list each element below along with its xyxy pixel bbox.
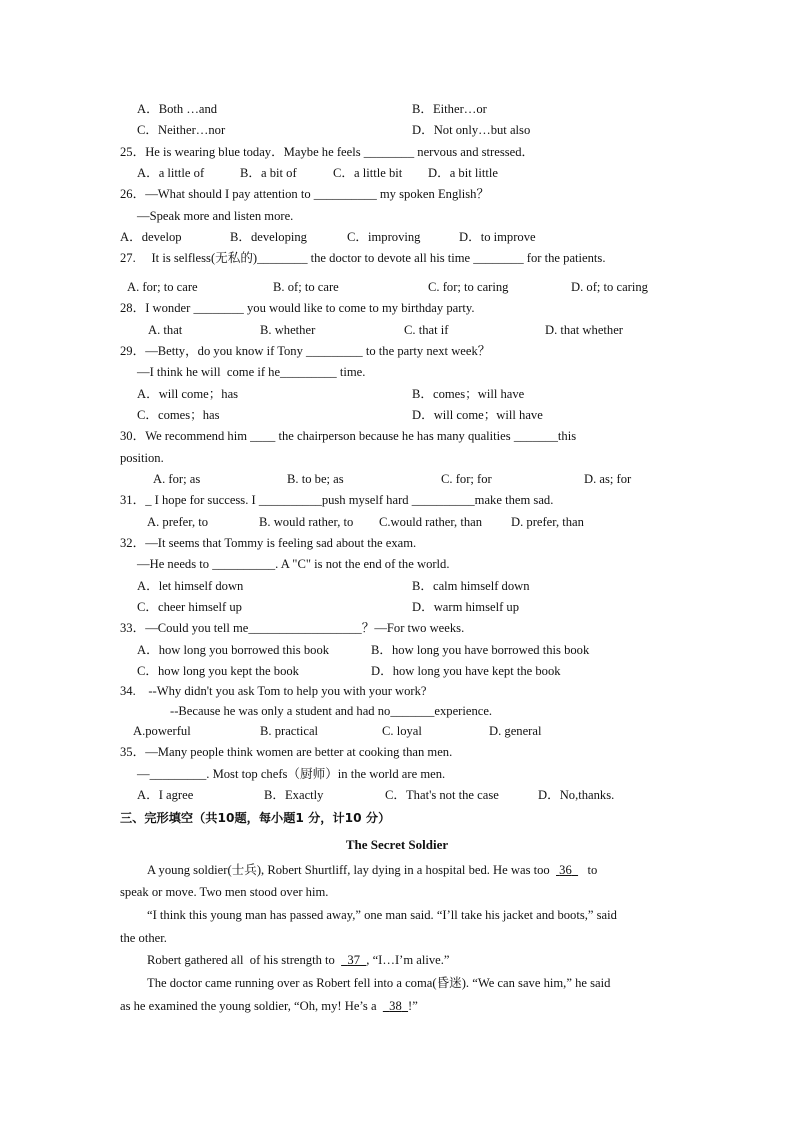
q28-option-a: A. that [148, 323, 183, 337]
blank-number: 37 [347, 953, 360, 967]
q24-option-b: B．Either…or [412, 102, 487, 116]
q30-stem-line2: position. [120, 451, 164, 465]
blank-37[interactable] [341, 953, 366, 967]
q25-option-a: A．a little of [137, 166, 205, 180]
passage-text: A young soldier(士兵), Robert Shurtliff, lay dying in a hospital bed. He was too [147, 863, 550, 877]
q33-option-d: D．how long you have kept the book [371, 664, 561, 678]
q32-option-d: D．warm himself up [412, 600, 520, 614]
q27-option-b: B. of; to care [273, 280, 339, 294]
q25-option-b: B．a bit of [240, 166, 297, 180]
q30-option-a: A. for; as [153, 472, 201, 486]
q35-option-b: B．Exactly [264, 788, 324, 802]
q31-option-c: C.would rather, than [379, 515, 483, 529]
q30-option-d: D. as; for [584, 472, 632, 486]
blank-number: 36 [559, 863, 572, 877]
q29-option-a: A．will come；has [137, 387, 239, 401]
q26-option-d: D．to improve [459, 230, 536, 244]
q32-option-a: A．let himself down [137, 579, 244, 593]
q25-option-c: C．a little bit [333, 166, 403, 180]
q24-option-d: D．Not only…but also [412, 123, 531, 137]
q28-stem: 28．I wonder ________ you would like to come to my birthday party. [120, 301, 475, 315]
q34-option-d: D. general [489, 724, 542, 738]
passage-title: The Secret Soldier [345, 837, 449, 852]
q27-option-c: C. for; to caring [428, 280, 509, 294]
q30-option-c: C. for; for [441, 472, 492, 486]
passage-text: as he examined the young soldier, “Oh, my! He’s a [120, 999, 377, 1013]
q35-option-a: A．I agree [137, 788, 194, 802]
q35-option-c: C．That's not the case [385, 788, 499, 802]
q27-option-d: D. of; to caring [571, 280, 648, 294]
q32-option-b: B．calm himself down [412, 579, 530, 593]
passage-line-5 [147, 952, 450, 968]
q26-reply: —Speak more and listen more. [137, 209, 294, 223]
q32-reply: —He needs to __________. A "C" is not the end of the world. [137, 557, 450, 571]
passage-text: !” [408, 999, 418, 1013]
passage-line-4: the other. [120, 931, 167, 945]
q29-option-c: C．comes；has [137, 408, 220, 422]
q31-option-d: D. prefer, than [511, 515, 584, 529]
passage-line-7 [120, 998, 418, 1014]
section-heading: 三、完形填空（共10题，每小题1 分，计10 分） [120, 811, 391, 825]
q29-stem: 29．—Betty，do you know if Tony _________ to the party next week？ [120, 344, 491, 358]
q28-option-b: B. whether [260, 323, 316, 337]
q32-option-c: C．cheer himself up [137, 600, 242, 614]
q24-option-c: C．Neither…nor [137, 123, 226, 137]
q33-option-a: A．how long you borrowed this book [137, 643, 330, 657]
q34-option-b: B. practical [260, 724, 319, 738]
blank-number: 38 [389, 999, 402, 1013]
blank-36[interactable] [556, 863, 578, 877]
q26-stem: 26．—What should I pay attention to __________ my spoken English？ [120, 187, 490, 201]
passage-line-3: “I think this young man has passed away,” one man said. “I’ll take his jacket and boots,” said [147, 908, 617, 922]
q24-option-a: A．Both …and [137, 102, 218, 116]
q35-reply: —_________. Most top chefs（厨师）in the world are men. [137, 767, 446, 781]
passage-text: Robert gathered all of his strength to [147, 953, 335, 967]
q27-option-a: A. for; to care [127, 280, 198, 294]
q30-stem-line1: 30．We recommend him ____ the chairperson because he has many qualities _______this [120, 429, 577, 443]
q26-option-a: A．develop [120, 230, 182, 244]
q33-option-c: C．how long you kept the book [137, 664, 299, 678]
passage-text: to [587, 863, 598, 877]
q27-stem: 27. It is selfless(无私的)________ the doctor to devote all his time ________ for the patients. [120, 251, 606, 265]
q33-stem: 33．—Could you tell me__________________？—For two weeks. [120, 621, 465, 635]
q29-reply: —I think he will come if he_________ time. [137, 365, 366, 379]
q31-option-b: B. would rather, to [259, 515, 354, 529]
passage-line-6: The doctor came running over as Robert fell into a coma(昏迷). “We can save him,” he said [147, 976, 611, 990]
q26-option-c: C．improving [347, 230, 421, 244]
q34-option-c: C. loyal [382, 724, 422, 738]
blank-38[interactable] [383, 999, 408, 1013]
passage-text: , “I…I’m alive.” [366, 953, 450, 967]
q31-stem: 31．_ I hope for success. I __________push myself hard __________make them sad. [120, 493, 554, 507]
q28-option-c: C. that if [404, 323, 449, 337]
q32-stem: 32．—It seems that Tommy is feeling sad about the exam. [120, 536, 417, 550]
passage-line-1 [147, 862, 597, 878]
q34-reply: --Because he was only a student and had no_______experience. [170, 704, 493, 718]
q25-option-d: D．a bit little [428, 166, 498, 180]
q30-option-b: B. to be; as [287, 472, 344, 486]
q26-option-b: B．developing [230, 230, 307, 244]
q25-stem: 25．He is wearing blue today．Maybe he feels ________ nervous and stressed． [120, 145, 535, 159]
q34-stem: 34. --Why didn't you ask Tom to help you with your work? [120, 684, 427, 698]
q29-option-d: D．will come；will have [412, 408, 543, 422]
q35-stem: 35．—Many people think women are better at cooking than men. [120, 745, 453, 759]
q31-option-a: A. prefer, to [147, 515, 209, 529]
passage-line-2: speak or move. Two men stood over him. [120, 885, 329, 899]
q28-option-d: D. that whether [545, 323, 623, 337]
q35-option-d: D．No,thanks. [538, 788, 615, 802]
q29-option-b: B．comes；will have [412, 387, 525, 401]
q34-option-a: A.powerful [133, 724, 191, 738]
q33-option-b: B．how long you have borrowed this book [371, 643, 590, 657]
